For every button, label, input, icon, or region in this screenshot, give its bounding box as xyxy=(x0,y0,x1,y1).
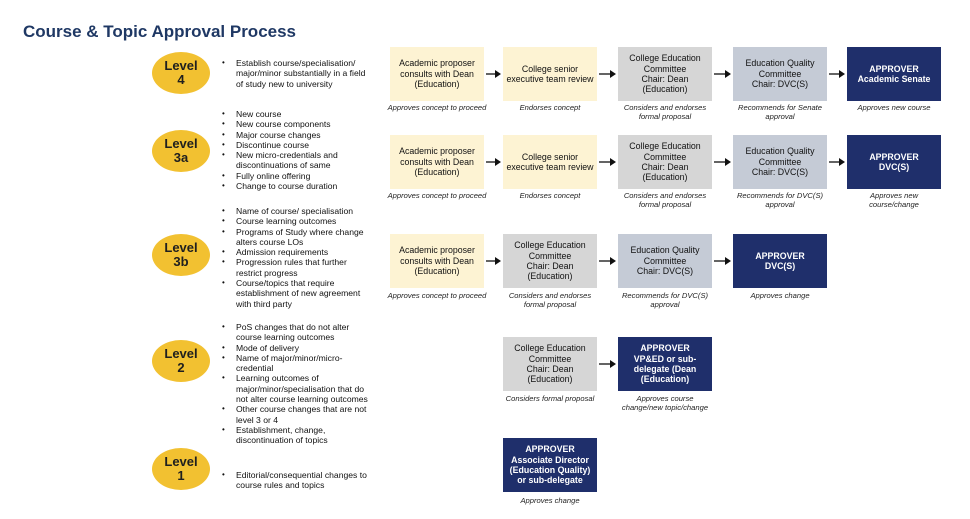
level-badge xyxy=(152,130,210,172)
criteria-item: • Establish course/specialisation/ major/minor substantially in a field of study new to university xyxy=(222,58,370,89)
step-description: Endorses concept xyxy=(519,103,581,112)
process-step-box: Education Quality Committee Chair: DVC(S) xyxy=(733,47,827,101)
criteria-item: • Admission requirements xyxy=(222,247,370,257)
process-step-box: College Education Committee Chair: Dean (Education) xyxy=(503,337,597,391)
step-description: Recommends for DVC(S) approval xyxy=(736,191,824,209)
process-step-box: College Education Committee Chair: Dean (Education) xyxy=(503,234,597,288)
flow-arrow-icon xyxy=(829,157,845,167)
level-badge-text: Level xyxy=(164,58,198,73)
process-step-box: Education Quality Committee Chair: DVC(S) xyxy=(618,234,712,288)
flow-arrow-icon xyxy=(599,69,616,79)
process-step-box: Academic proposer consults with Dean (Education) xyxy=(390,234,484,288)
level-badge-text: Level xyxy=(164,240,198,255)
flow-arrow-icon xyxy=(599,157,616,167)
process-step-box: College Education Committee Chair: Dean (Education) xyxy=(618,135,712,189)
process-step-box: Education Quality Committee Chair: DVC(S) xyxy=(733,135,827,189)
approver-box: APPROVER VP&ED or sub-delegate (Dean (Education) xyxy=(618,337,712,391)
level-badge xyxy=(152,52,210,94)
step-description: Approves change xyxy=(750,291,810,300)
level-badge-text: 1 xyxy=(177,468,185,483)
level-badge-text: Level xyxy=(164,454,198,469)
criteria-list xyxy=(222,109,370,191)
process-step-box: Academic proposer consults with Dean (Education) xyxy=(390,47,484,101)
level-badge-text: 3a xyxy=(173,150,189,165)
criteria-item: • Name of major/minor/micro-credential xyxy=(222,353,370,374)
approver-box: APPROVER Associate Director (Education Quality) or sub-delegate xyxy=(503,438,597,492)
process-step-box: College senior executive team review xyxy=(503,135,597,189)
criteria-list xyxy=(222,58,370,89)
approver-box: APPROVER DVC(S) xyxy=(847,135,941,189)
step-description: Approves concept to proceed xyxy=(387,191,487,200)
criteria-item: • Course learning outcomes xyxy=(222,216,370,226)
criteria-item: • Fully online offering xyxy=(222,171,370,181)
step-description: Approves new course/change xyxy=(869,191,919,209)
step-description: Recommends for DVC(S) approval xyxy=(621,291,709,309)
criteria-item: • Other course changes that are not level 3 or 4 xyxy=(222,404,370,425)
criteria-item: • Learning outcomes of major/minor/specialisation that do not alter course learning outcomes xyxy=(222,373,370,404)
level-badge-text: Level xyxy=(164,346,198,361)
step-description: Considers and endorses formal proposal xyxy=(623,191,707,209)
criteria-item: • Establishment, change, discontinuation of topics xyxy=(222,425,370,446)
process-step-box: Academic proposer consults with Dean (Education) xyxy=(390,135,484,189)
flow-arrow-icon xyxy=(714,256,731,266)
criteria-list xyxy=(222,470,370,491)
flow-arrow-icon xyxy=(486,157,501,167)
level-badge-text: 4 xyxy=(177,72,185,87)
step-description: Recommends for Senate approval xyxy=(738,103,822,121)
level-badge-text: Level xyxy=(164,136,198,151)
step-description: Considers and endorses formal proposal xyxy=(508,291,592,309)
flow-arrow-icon xyxy=(599,359,616,369)
criteria-item: • Change to course duration xyxy=(222,181,370,191)
criteria-item: • Course/topics that require establishment of new agreement with third party xyxy=(222,278,370,309)
level-badge xyxy=(152,448,210,490)
step-description: Considers and endorses formal proposal xyxy=(623,103,707,121)
criteria-list xyxy=(222,322,370,446)
level-badge xyxy=(152,234,210,276)
flow-arrow-icon xyxy=(486,256,501,266)
flow-arrow-icon xyxy=(486,69,501,79)
criteria-item: • New micro-credentials and discontinuations of same xyxy=(222,150,370,171)
criteria-item: • Discontinue course xyxy=(222,140,370,150)
flow-arrow-icon xyxy=(829,69,845,79)
criteria-item: • Name of course/ specialisation xyxy=(222,206,370,216)
criteria-item: • New course xyxy=(222,109,370,119)
criteria-item: • Major course changes xyxy=(222,130,370,140)
level-badge-text: 2 xyxy=(177,360,185,375)
step-description: Approves course change/new topic/change xyxy=(621,394,709,412)
step-description: Considers formal proposal xyxy=(505,394,595,403)
step-description: Approves change xyxy=(520,496,580,505)
criteria-list xyxy=(222,206,370,309)
flow-arrow-icon xyxy=(714,157,731,167)
criteria-item: • Progression rules that further restrict progress xyxy=(222,257,370,278)
level-badge-text: 3b xyxy=(173,254,189,269)
process-step-box: College senior executive team review xyxy=(503,47,597,101)
criteria-item: • Mode of delivery xyxy=(222,343,370,353)
page-title: Course & Topic Approval Process xyxy=(23,22,297,41)
approver-box: APPROVER DVC(S) xyxy=(733,234,827,288)
step-description: Approves new course xyxy=(857,103,931,112)
process-step-box: College Education Committee Chair: Dean (Education) xyxy=(618,47,712,101)
approver-box: APPROVER Academic Senate xyxy=(847,47,941,101)
criteria-item: • Programs of Study where change alters course LOs xyxy=(222,227,370,248)
level-badge xyxy=(152,340,210,382)
step-description: Endorses concept xyxy=(519,191,581,200)
step-description: Approves concept to proceed xyxy=(387,291,487,300)
criteria-item: • PoS changes that do not alter course learning outcomes xyxy=(222,322,370,343)
flow-arrow-icon xyxy=(599,256,616,266)
step-description: Approves concept to proceed xyxy=(387,103,487,112)
criteria-item: • Editorial/consequential changes to course rules and topics xyxy=(222,470,370,491)
criteria-item: • New course components xyxy=(222,119,370,129)
flow-arrow-icon xyxy=(714,69,731,79)
